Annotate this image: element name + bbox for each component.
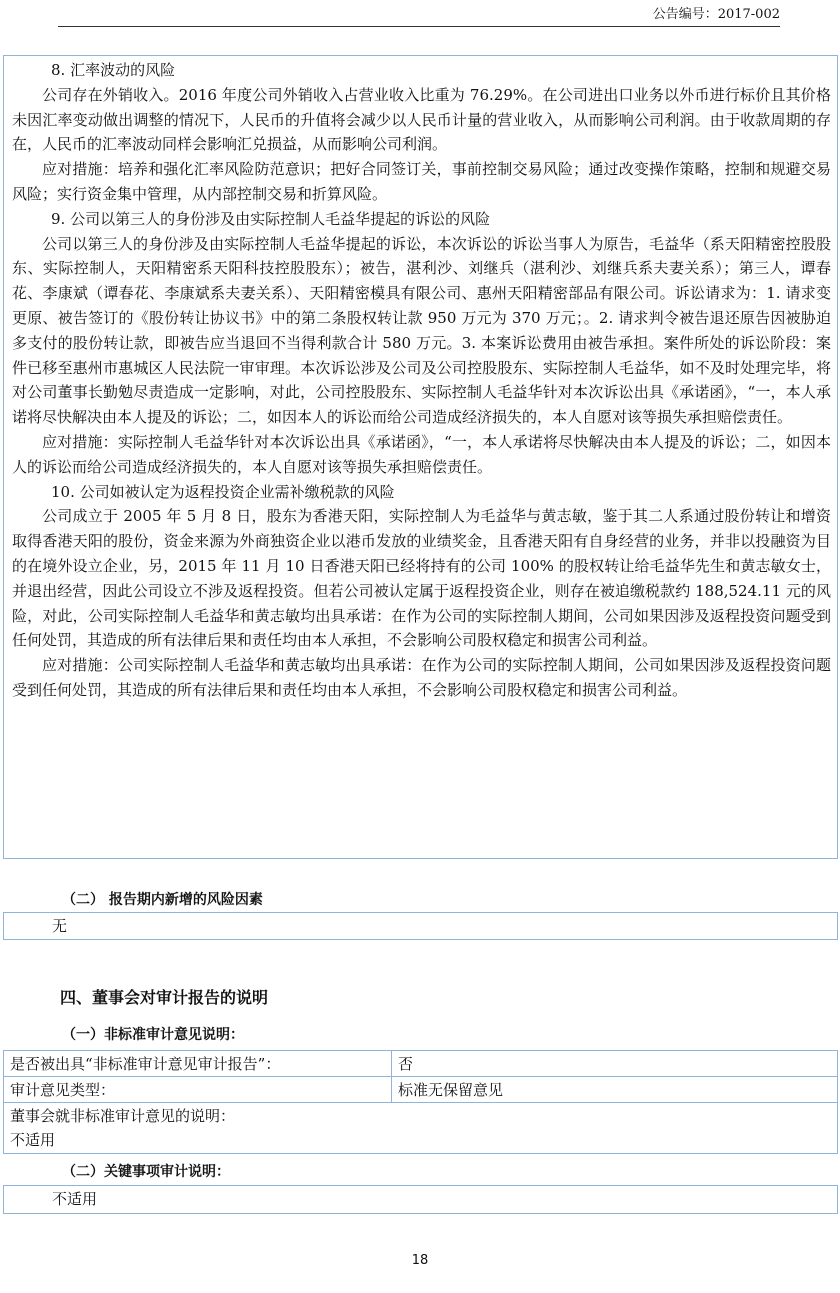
risk-measure-paragraph: 应对措施：公司实际控制人毛益华和黄志敏均出具承诺：在作为公司的实际控制人期间，公司如果因涉及返程投资问题受到任何处罚，其造成的所有法律后果和责任均由本人承担，不会影响公司股权稳定和损害公司利益。 (12, 656, 831, 699)
explanation-value: 不适用 (10, 1131, 56, 1149)
subsection-title-key-audit-matters: （二）关键事项审计说明： (62, 1164, 230, 1180)
document-number: 公告编号：2017-002 (652, 7, 780, 22)
risk-paragraph: 公司成立于 2005 年 5 月 8 日，股东为香港天阳，实际控制人为毛益华与黄志敏，鉴于其二人系通过股份转让和增资取得香港天阳的股份，资金来源为外商独资企业以港币发放的业绩奖金，且香港天阳有自身经营的业务，并非以投融资为目的在境外设立企业，另，2015 年 11 月 10 日香港天阳已经将持有的公司 100% 的股权转让给毛益华先生和黄志敏女士，并退出经营，因此公司设立不涉及返程投资。但若公司被认定属于返程投资企业，则存在被追缴税款约 188,524.11 元的风险，对此，公司实际控制人毛益华和黄志敏均出具承诺：在作为公司的实际控制人期间，公司如果因涉及返程投资问题受到任何处罚，其造成的所有法律后果和责任均由本人承担，不会影响公司股权稳定和损害公司利益。 (12, 507, 831, 650)
section-title: 四、董事会对审计报告的说明 (60, 988, 269, 1007)
table-cell-value: 标准无保留意见 (392, 1077, 838, 1103)
risk-paragraph: 公司以第三人的身份涉及由实际控制人毛益华提起的诉讼，本次诉讼的诉讼当事人为原告，毛益华（系天阳精密控股股东、实际控制人，天阳精密系天阳科技控股股东）；被告，湛利沙、刘继兵（湛利沙、刘继兵系夫妻关系）；第三人，谭春花、李康斌（谭春花、李康斌系夫妻关系）、天阳精密模具有限公司、惠州天阳精密部品有限公司。诉讼请求为：1. 请求变更原、被告签订的《股份转让协议书》中的第二条股权转让款 950 万元为 370 万元；。2. 请求判令被告退还原告因被胁迫多支付的股份转让款，即被告应当退回不当得利款合计 580 万元。3. 本案诉讼费用由被告承担。案件所处的诉讼阶段：案件已移至惠州市惠城区人民法院一审审理。本次诉讼涉及公司及公司控股股东、实际控制人毛益华，如不及时处理完毕，将对公司董事长勤勉尽责造成一定影响，对此，公司控股股东、实际控制人毛益华针对本次诉讼出具《承诺函》，“一，本人承诺将尽快解决由本人提及的诉讼；二，如因本人的诉讼而给公司造成经济损失的，本人自愿对该等损失承担赔偿责任。 (12, 234, 831, 427)
explanation-label: 董事会就非标准审计意见的说明： (10, 1107, 236, 1125)
risk-measure-paragraph: 应对措施：培养和强化汇率风险防范意识；把好合同签订关，事前控制交易风险；通过改变操作策略，控制和规避交易风险；实行资金集中管理，从内部控制交易和折算风险。 (12, 160, 831, 203)
table-cell-label: 审计意见类型： (4, 1077, 392, 1103)
audit-opinion-table (3, 1050, 838, 1154)
page-header (58, 0, 780, 27)
new-risks-content: 无 (52, 917, 68, 935)
risk-paragraph: 公司存在外销收入。2016 年度公司外销收入占营业收入比重为 76.29%。在公司进出口业务以外币进行标价且其价格未因汇率变动做出调整的情况下，人民币的升值将会减少以人民币计量的营业收入，从而影响公司利润。由于收款周期的存在，人民币的汇率波动同样会影响汇兑损益，从而影响公司利润。 (12, 85, 831, 154)
risk-heading-9: 9. 公司以第三人的身份涉及由实际控制人毛益华提起的诉讼的风险 (51, 209, 491, 228)
explanation-cell (4, 1103, 838, 1154)
table-cell-value: 否 (392, 1051, 838, 1077)
table-row (4, 1103, 838, 1154)
table-row (4, 1051, 838, 1077)
subsection-title-nonstandard-audit: （一）非标准审计意见说明： (62, 1027, 244, 1043)
new-risks-title: （二） 报告期内新增的风险因素 (62, 892, 263, 908)
risk-factors-box (3, 55, 838, 859)
page-number: 18 (411, 1253, 429, 1268)
key-audit-matters-box (3, 1185, 838, 1214)
new-risks-box (3, 912, 838, 940)
key-audit-matters-content: 不适用 (52, 1190, 98, 1208)
risk-measure-paragraph: 应对措施：实际控制人毛益华针对本次诉讼出具《承诺函》，“一，本人承诺将尽快解决由本人提及的诉讼；二，如因本人的诉讼而给公司造成经济损失的，本人自愿对该等损失承担赔偿责任。 (12, 432, 831, 476)
table-cell-label: 是否被出具“非标准审计意见审计报告”： (4, 1051, 392, 1077)
table-row (4, 1077, 838, 1103)
risk-heading-8: 8. 汇率波动的风险 (51, 61, 176, 79)
risk-heading-10: 10. 公司如被认定为返程投资企业需补缴税款的风险 (51, 482, 395, 501)
